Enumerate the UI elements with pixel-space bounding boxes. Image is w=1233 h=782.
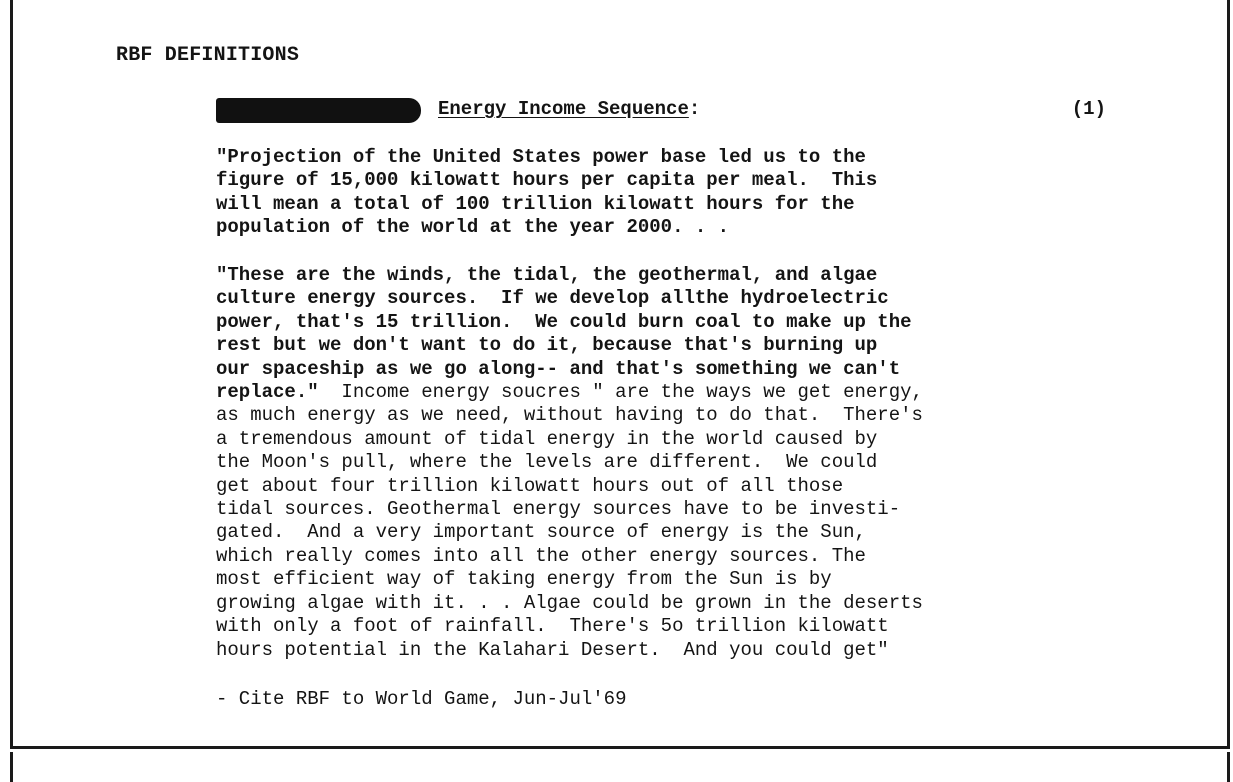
definition-card xyxy=(10,0,1230,749)
entry-title-text: Energy Income Sequence xyxy=(438,98,689,120)
quote-paragraph-2 xyxy=(216,264,923,662)
citation: - Cite RBF to World Game, Jun-Jul'69 xyxy=(216,688,627,710)
document-header: RBF DEFINITIONS xyxy=(116,44,300,67)
page-number: (1) xyxy=(1071,98,1106,120)
entry-title xyxy=(438,98,700,120)
quote-paragraph-2-rest: Income energy soucres " are the ways we get energy, as much energy as we need, without having to do that. There's a tremendous amount of tidal energy in the world caused by the Moon's pull, where the levels are different. We could get about four trillion kilowatt hours out of all those tidal sources. Geothermal energy sources have to be investi- gated. And a very important source of energy is the Sun, which really comes into all the other energy sources. The most efficient way of taking energy from the Sun is by growing algae with it. . . Algae could be grown in the deserts with only a foot of rainfall. There's 5o trillion kilowatt hours potential in the Kalahari Desert. And you could get" xyxy=(216,381,923,661)
quote-paragraph-1: "Projection of the United States power base led us to the figure of 15,000 kilowatt hours per capita per meal. This will mean a total of 100 trillion kilowatt hours for the population of the world at the year 2000. . . xyxy=(216,146,878,239)
next-card-edge xyxy=(10,752,1230,782)
entry-heading xyxy=(216,96,1106,126)
redaction-bar xyxy=(216,98,421,123)
quote-paragraph-2-bold: "These are the winds, the tidal, the geothermal, and algae culture energy sources. If we develop allthe hydroelectric power, that's 15 trillion. We could burn coal to make up the rest but we don't want to do it, because that's burning up our spaceship as we go along-- and that's something we can't replace." xyxy=(216,264,912,404)
entry-title-colon: : xyxy=(688,98,701,120)
